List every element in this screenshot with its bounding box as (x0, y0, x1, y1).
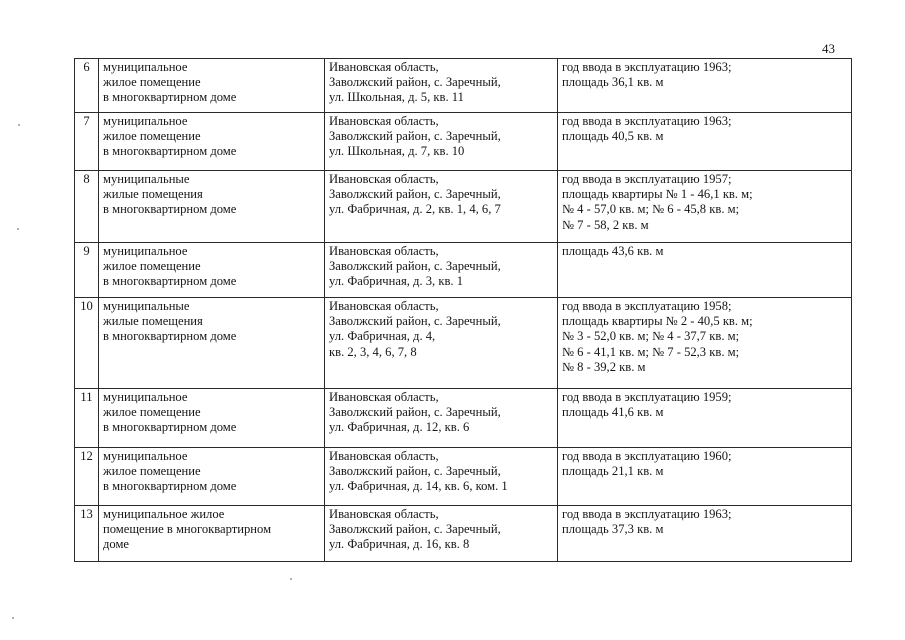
address-line: ул. Фабричная, д. 12, кв. 6 (329, 420, 470, 435)
row-number: 13 (75, 506, 99, 562)
property-type-line: жилые помещения (103, 314, 203, 329)
details-cell (558, 171, 852, 243)
address-line: Ивановская область, (329, 299, 439, 313)
property-type-line: в многоквартирном доме (103, 329, 237, 344)
details-line: год ввода в эксплуатацию 1959; (562, 390, 732, 404)
property-type-line: в многоквартирном доме (103, 202, 237, 217)
table-row (75, 506, 852, 562)
details-line: площадь 21,1 кв. м (562, 464, 664, 479)
property-type-line: доме (103, 537, 130, 552)
details-line: год ввода в эксплуатацию 1957; (562, 172, 732, 186)
details-line: площадь 37,3 кв. м (562, 522, 664, 537)
address-line: Заволжский район, с. Заречный, (329, 129, 501, 144)
property-type-cell (99, 448, 325, 506)
row-number: 6 (75, 59, 99, 113)
details-cell (558, 243, 852, 298)
address-line: Ивановская область, (329, 449, 439, 463)
details-line: № 6 - 41,1 кв. м; № 7 - 52,3 кв. м; (562, 344, 740, 359)
row-number: 7 (75, 113, 99, 171)
row-number: 10 (75, 298, 99, 389)
scan-speck (18, 124, 20, 126)
property-type-line: в многоквартирном доме (103, 420, 237, 435)
details-line: № 7 - 58, 2 кв. м (562, 217, 649, 232)
address-line: ул. Фабричная, д. 14, кв. 6, ком. 1 (329, 479, 508, 494)
details-line: год ввода в эксплуатацию 1960; (562, 449, 732, 463)
table-row (75, 448, 852, 506)
details-cell (558, 389, 852, 448)
property-type-line: в многоквартирном доме (103, 479, 237, 494)
property-type-line: муниципальные (103, 172, 190, 186)
details-line: площадь 43,6 кв. м (562, 244, 664, 258)
address-line: Заволжский район, с. Заречный, (329, 314, 501, 329)
table-row (75, 243, 852, 298)
property-type-line: в многоквартирном доме (103, 274, 237, 289)
address-line: ул. Школьная, д. 5, кв. 11 (329, 90, 464, 105)
scan-speck (17, 228, 19, 230)
address-cell (325, 298, 558, 389)
property-type-cell (99, 506, 325, 562)
property-type-line: в многоквартирном доме (103, 90, 237, 105)
property-register-table (74, 58, 852, 562)
details-line: № 3 - 52,0 кв. м; № 4 - 37,7 кв. м; (562, 329, 740, 344)
table-row (75, 113, 852, 171)
table-row (75, 389, 852, 448)
address-cell (325, 389, 558, 448)
details-line: год ввода в эксплуатацию 1958; (562, 299, 732, 313)
details-line: площадь 41,6 кв. м (562, 405, 664, 420)
address-cell (325, 171, 558, 243)
details-line: № 8 - 39,2 кв. м (562, 359, 646, 374)
row-number: 9 (75, 243, 99, 298)
table-row (75, 59, 852, 113)
table-row (75, 171, 852, 243)
address-cell (325, 506, 558, 562)
property-type-line: жилое помещение (103, 405, 201, 420)
page-number: 43 (822, 41, 835, 56)
property-type-line: жилое помещение (103, 464, 201, 479)
address-line: Заволжский район, с. Заречный, (329, 259, 501, 274)
property-type-line: муниципальное (103, 60, 188, 74)
address-line: Заволжский район, с. Заречный, (329, 405, 501, 420)
details-cell (558, 448, 852, 506)
details-line: площадь 36,1 кв. м (562, 75, 664, 90)
scan-speck (290, 578, 292, 580)
scan-speck (12, 617, 14, 619)
address-cell (325, 59, 558, 113)
property-type-cell (99, 298, 325, 389)
address-line: Заволжский район, с. Заречный, (329, 522, 501, 537)
details-cell (558, 298, 852, 389)
property-type-line: жилое помещение (103, 129, 201, 144)
details-cell (558, 59, 852, 113)
details-line: год ввода в эксплуатацию 1963; (562, 114, 732, 128)
property-type-cell (99, 113, 325, 171)
row-number: 8 (75, 171, 99, 243)
details-cell (558, 506, 852, 562)
property-type-line: муниципальное (103, 390, 188, 404)
property-type-line: помещение в многоквартирном (103, 522, 272, 537)
address-line: ул. Школьная, д. 7, кв. 10 (329, 144, 465, 159)
address-cell (325, 243, 558, 298)
details-line: площадь квартиры № 2 - 40,5 кв. м; (562, 314, 753, 329)
property-type-line: жилое помещение (103, 75, 201, 90)
property-type-cell (99, 243, 325, 298)
address-line: ул. Фабричная, д. 4, (329, 329, 436, 344)
address-line: Ивановская область, (329, 507, 439, 521)
property-type-line: муниципальное (103, 114, 188, 128)
address-line: Ивановская область, (329, 60, 439, 74)
address-line: кв. 2, 3, 4, 6, 7, 8 (329, 344, 417, 359)
property-type-line: в многоквартирном доме (103, 144, 237, 159)
address-line: Заволжский район, с. Заречный, (329, 187, 501, 202)
address-line: ул. Фабричная, д. 16, кв. 8 (329, 537, 470, 552)
property-type-cell (99, 59, 325, 113)
property-type-line: муниципальное (103, 244, 188, 258)
address-line: Ивановская область, (329, 114, 439, 128)
address-cell (325, 113, 558, 171)
property-type-line: жилые помещения (103, 187, 203, 202)
details-line: № 4 - 57,0 кв. м; № 6 - 45,8 кв. м; (562, 202, 740, 217)
register-body (75, 59, 852, 562)
row-number: 12 (75, 448, 99, 506)
address-line: ул. Фабричная, д. 3, кв. 1 (329, 274, 464, 289)
table-row (75, 298, 852, 389)
address-line: Ивановская область, (329, 390, 439, 404)
address-line: Ивановская область, (329, 172, 439, 186)
details-line: год ввода в эксплуатацию 1963; (562, 507, 732, 521)
details-line: площадь квартиры № 1 - 46,1 кв. м; (562, 187, 753, 202)
address-cell (325, 448, 558, 506)
details-line: площадь 40,5 кв. м (562, 129, 664, 144)
address-line: Заволжский район, с. Заречный, (329, 75, 501, 90)
details-line: год ввода в эксплуатацию 1963; (562, 60, 732, 74)
property-type-line: муниципальное жилое (103, 507, 225, 521)
details-cell (558, 113, 852, 171)
property-type-line: муниципальное (103, 449, 188, 463)
property-type-cell (99, 389, 325, 448)
address-line: Ивановская область, (329, 244, 439, 258)
address-line: Заволжский район, с. Заречный, (329, 464, 501, 479)
row-number: 11 (75, 389, 99, 448)
property-type-line: жилое помещение (103, 259, 201, 274)
property-type-line: муниципальные (103, 299, 190, 313)
property-type-cell (99, 171, 325, 243)
address-line: ул. Фабричная, д. 2, кв. 1, 4, 6, 7 (329, 202, 501, 217)
